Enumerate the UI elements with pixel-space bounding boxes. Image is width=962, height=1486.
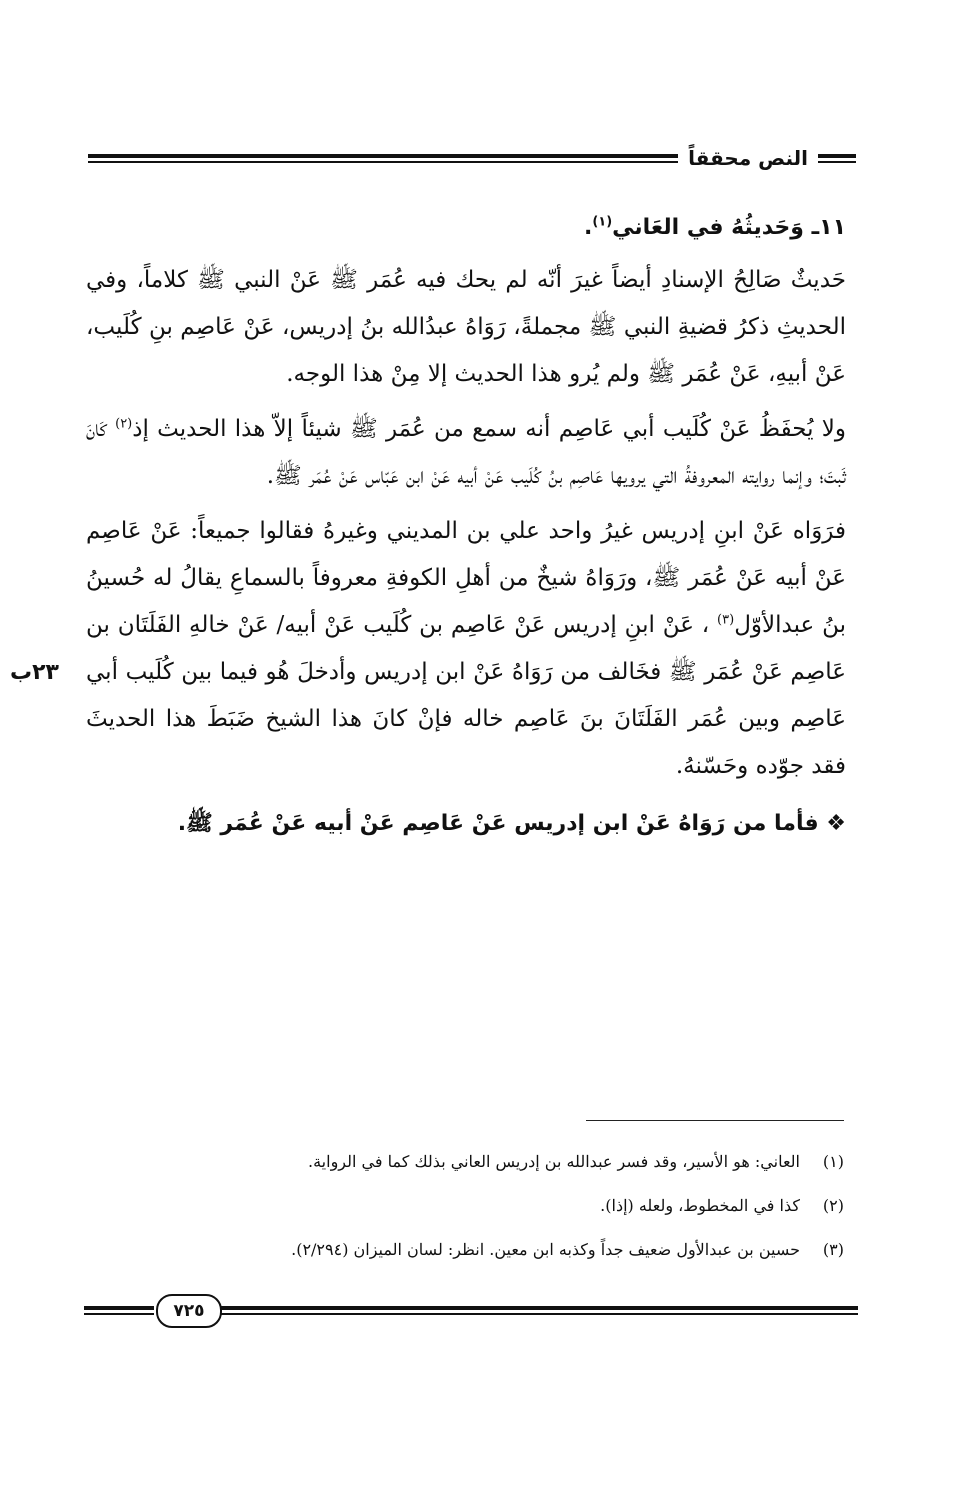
footer-rule-right: [220, 1306, 858, 1315]
page-number: ٧٢٥: [156, 1294, 222, 1328]
paragraph-3: [10, 508, 846, 790]
paragraph-2-part-a: ولا يُحفَظُ عَنْ كُلَيب أبي عَاصِم أنه سمع من عُمَر ﷺ شيئاً إلاّ هذا الحديث إذ: [132, 416, 847, 442]
paragraph-1: حَديثٌ صَالِحُ الإسنادِ أيضاً غيرَ أنّه لم يحك فيه عُمَر ﷺ عَنْ النبي ﷺ كلاماً، وفي الحديثِ ذكرُ قضيةِ النبي ﷺ مجملةً، رَوَاهُ عبدُالله بنُ إدريس، عَنْ عَاصِم بنِ كُلَيب، عَنْ أبيهِ، عَنْ عُمَر ﷺ ولم يُرو هذا الحديث إلا مِنْ هذا الوجه.: [86, 267, 846, 387]
footnote-number: (٣): [822, 1240, 844, 1259]
footnote-text: كذا في المخطوط، ولعله (إذا).: [600, 1196, 800, 1215]
header-rule-short: [814, 154, 856, 163]
header-rule-long: [88, 154, 708, 163]
header-title: النص محققاً: [678, 140, 818, 176]
footnote-ref-1: (١): [592, 214, 613, 230]
paragraph-3-part-a: فرَوَاه عَنْ ابنِ إدريس غيرُ واحد علي بن المديني وغيرهُ فقالوا جميعاً: عَنْ عَاصِم عَنْ أبيه عَنْ عُمَر ﷺ، ورَوَاهُ شيخٌ من أهلِ الكوفةِ معروفاً بالسماعِ يقالُ له حُسينُ بنُ عبدالأوّل: [86, 518, 846, 638]
subsection-heading: ❖ فأما من رَوَاهُ عَنْ ابن إدريس عَنْ عَاصِم عَنْ أبيه عَنْ عُمَر ﷺ.: [177, 811, 846, 836]
section-heading: [86, 205, 846, 251]
footnote-number: (٢): [822, 1196, 844, 1215]
page-footer: [84, 1294, 858, 1334]
footnote-text: العاني: هو الأسير، وقد فسر عبدالله بن إدريس العاني بذلك كما في الرواية.: [308, 1152, 800, 1171]
paragraph-2: [86, 406, 846, 500]
section-heading-text: ١١ـ وَحَديثُهُ في العَاني: [612, 215, 846, 240]
footnote-separator: [586, 1120, 844, 1121]
paragraph-3-part-b: ، عَنْ ابنِ إدريس عَنْ عَاصِم بن كُلَيب عَنْ أبيه/ عَنْ خالهِ الفَلَتَان بن عَاصِم عَنْ عُمَر ﷺ فخَالف من رَوَاهُ عَنْ ابن إدريس وأدخلَ هُو فيما بين كُلَيب أبي عَاصِم وبين عُمَر الفَلَتَانَ بنَ عَاصِم خاله فإنْ كانَ هذا الشيخ ضَبَطَ هذا الحديثَ فقد جوّده وحَسّنهُ.: [86, 612, 846, 779]
main-text: [10, 205, 847, 847]
footnote-ref-2: (٢): [115, 416, 133, 432]
footnote-ref-3: (٣): [717, 612, 735, 628]
footnotes: [100, 1140, 844, 1272]
footnote-text: حسين بن عبدالأول ضعيف جداً وكذبه ابن معين. انظر: لسان الميزان (٢/٢٩٤).: [291, 1240, 800, 1259]
footer-rule-left: [84, 1306, 154, 1315]
paragraph-2-part-b: كَانَ ثَبتَ؛ وإنما روايته المعروفةُ التي يرويها عَاصِم بنُ كُلَيب عَنْ أبيه عَنْ ابن عَبّاس عَنْ عُمَر ﷺ.: [86, 416, 846, 489]
section-heading-end: .: [583, 215, 593, 240]
running-header: [88, 140, 856, 176]
footnote-1: [100, 1140, 844, 1184]
footnote-number: (١): [822, 1152, 844, 1171]
footnote-3: [100, 1228, 844, 1272]
manuscript-folio-marker: ٢٣ب: [10, 660, 59, 685]
footnote-2: [100, 1184, 844, 1228]
